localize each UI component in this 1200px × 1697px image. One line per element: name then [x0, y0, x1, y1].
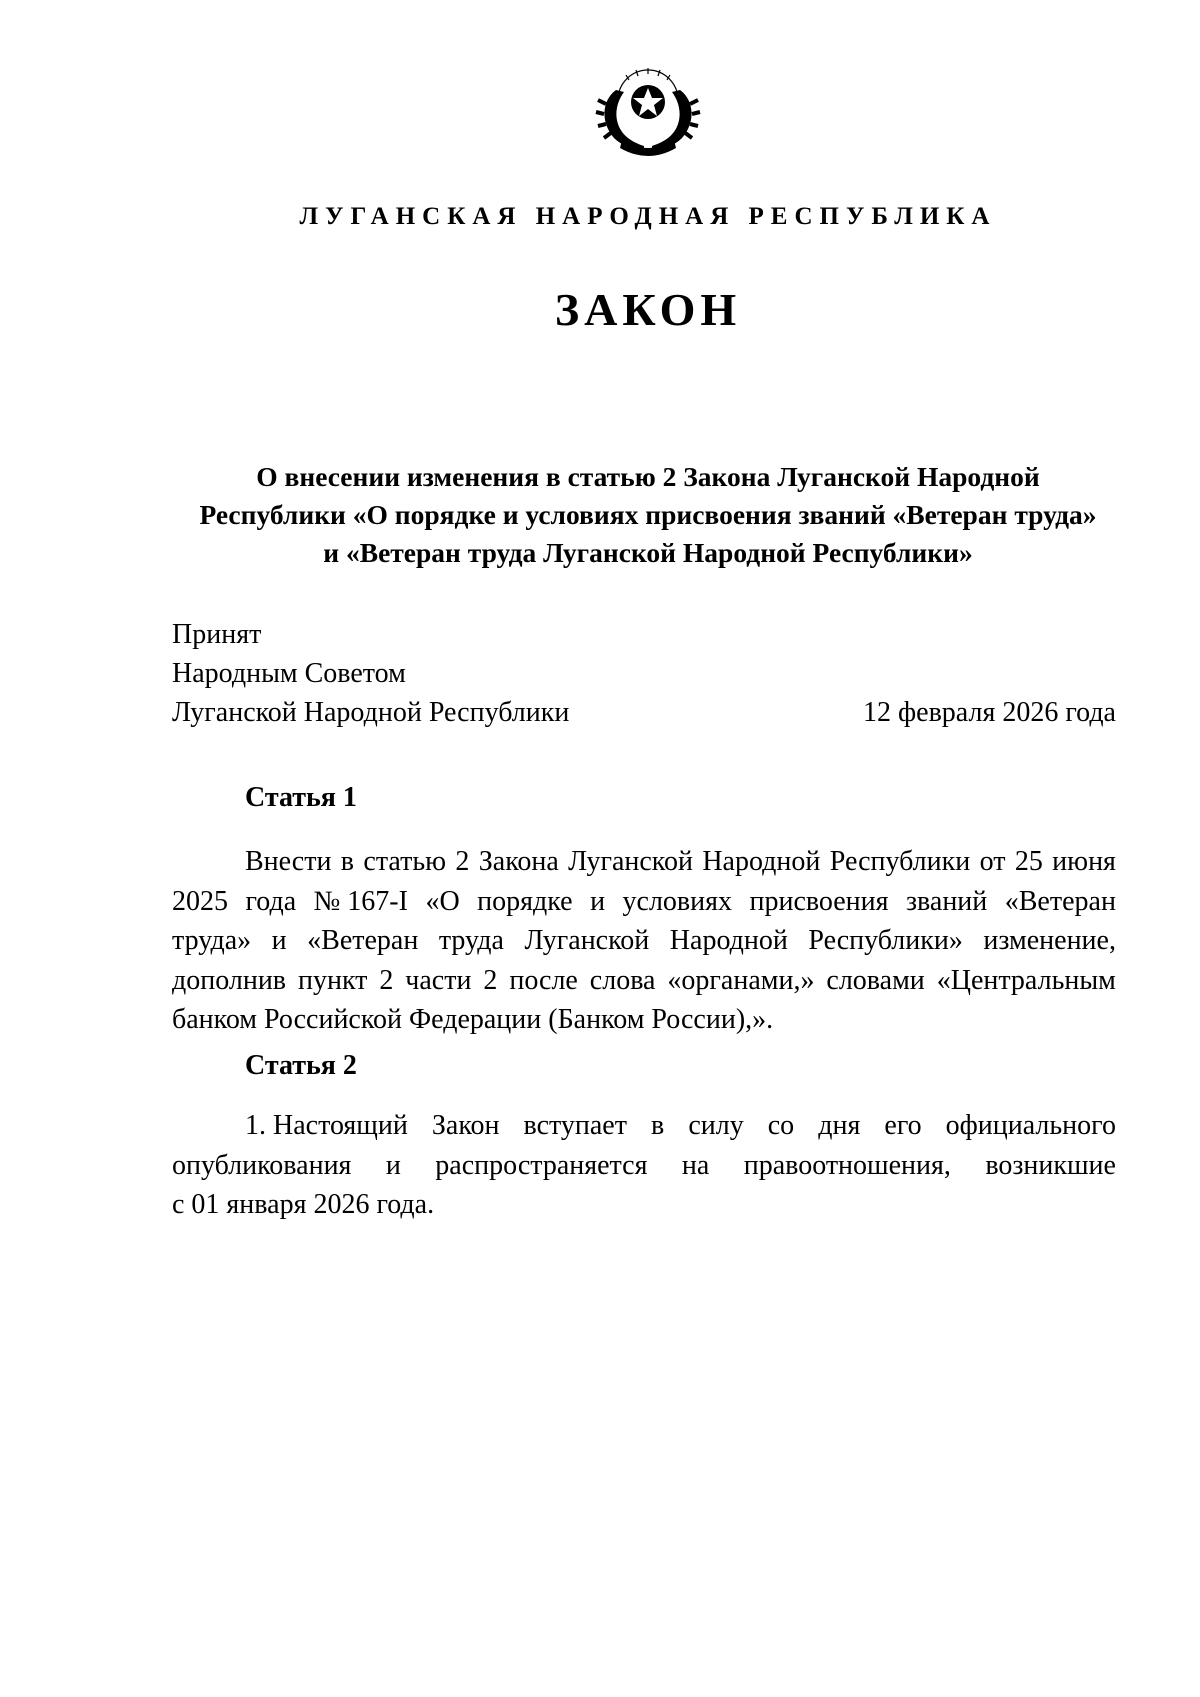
- paragraph-line: [172, 961, 1116, 1001]
- word: званий: [905, 885, 988, 917]
- paragraph-line: [172, 1185, 1116, 1225]
- word: в: [651, 1110, 665, 1141]
- word: «Центральным: [936, 964, 1116, 996]
- word: Республики»: [808, 925, 963, 956]
- word: июня: [1052, 846, 1116, 877]
- word: Народной: [702, 846, 821, 877]
- article-2-text: [172, 1106, 1116, 1225]
- coat-of-arms-emblem-icon: [588, 60, 708, 160]
- word: «органами,»: [667, 964, 815, 996]
- word: со: [767, 1110, 795, 1141]
- word: в: [340, 846, 355, 877]
- paragraph-line: [172, 842, 1116, 882]
- word: его: [884, 1110, 922, 1141]
- word: труда: [438, 925, 504, 956]
- law-title: [170, 458, 1126, 572]
- word: Республики: [829, 846, 971, 877]
- word: части: [405, 964, 472, 996]
- word: 2: [379, 964, 394, 996]
- word: банком Российской Федерации (Банком России),».: [172, 1004, 774, 1035]
- document-type: ЗАКОН: [554, 284, 742, 335]
- word: дня: [818, 1110, 861, 1141]
- paragraph-line: [172, 921, 1116, 961]
- word: присвоения: [749, 885, 889, 917]
- adoption-line: Принят: [172, 619, 262, 650]
- paragraph-line: [172, 1146, 1116, 1186]
- word: изменение,: [983, 925, 1116, 956]
- word: Луганской: [524, 925, 650, 956]
- word: № 167-I: [313, 885, 408, 917]
- word: словами: [826, 964, 925, 996]
- republic-name: ЛУГАНСКАЯ НАРОДНАЯ РЕСПУБЛИКА: [299, 203, 997, 230]
- word: статью: [363, 846, 447, 877]
- word: «Ветеран: [1004, 885, 1116, 917]
- adoption-line: Луганской Народной Республики: [172, 697, 570, 728]
- word: возникшие: [985, 1149, 1116, 1181]
- word: 25: [1014, 846, 1043, 877]
- word: силу: [688, 1110, 744, 1141]
- word: слова: [589, 964, 656, 996]
- word: 2025: [172, 885, 228, 917]
- adoption-block: [172, 615, 569, 732]
- word: от: [979, 846, 1006, 877]
- word: Внести: [245, 846, 332, 877]
- word: и: [271, 925, 287, 956]
- word: после: [509, 964, 578, 996]
- adoption-line: Народным Советом: [172, 658, 406, 689]
- word: распространяется: [435, 1149, 648, 1181]
- article-2-heading: Статья 2: [245, 1050, 357, 1081]
- word: правоотношения,: [743, 1149, 951, 1181]
- word: и: [590, 885, 606, 917]
- word: дополнив: [172, 964, 287, 996]
- paragraph-line: [172, 1106, 1116, 1146]
- word: года: [245, 885, 297, 917]
- word: вступает: [523, 1110, 627, 1141]
- word: Закон: [431, 1110, 500, 1141]
- word: и: [385, 1149, 401, 1181]
- article-1-text: [172, 842, 1116, 1040]
- word: Народной: [669, 925, 788, 956]
- law-title-line: О внесении изменения в статью 2 Закона Луганской Народной: [256, 461, 1040, 492]
- adoption-date: 12 февраля 2026 года: [863, 697, 1116, 728]
- word: труда»: [172, 925, 252, 956]
- word: порядке: [477, 885, 573, 917]
- law-title-line: и «Ветеран труда Луганской Народной Республики»: [323, 537, 973, 568]
- word: пункт: [297, 964, 368, 996]
- word: официального: [945, 1110, 1116, 1141]
- law-title-line: Республики «О порядке и условиях присвоения званий «Ветеран труда»: [199, 499, 1097, 530]
- article-1-heading: Статья 1: [245, 782, 357, 813]
- word: с 01 января 2026 года.: [172, 1189, 435, 1220]
- paragraph-line: [172, 882, 1116, 922]
- word: опубликования: [172, 1149, 352, 1181]
- word: «О: [425, 885, 460, 917]
- word: условиях: [622, 885, 732, 917]
- word: 2: [483, 964, 498, 996]
- word: Луганской: [568, 846, 693, 877]
- word: «Ветеран: [307, 925, 419, 956]
- word: 1. Настоящий: [245, 1110, 408, 1141]
- word: на: [681, 1149, 710, 1181]
- word: Закона: [478, 846, 559, 877]
- paragraph-line: [172, 1000, 1116, 1040]
- word: 2: [455, 846, 470, 877]
